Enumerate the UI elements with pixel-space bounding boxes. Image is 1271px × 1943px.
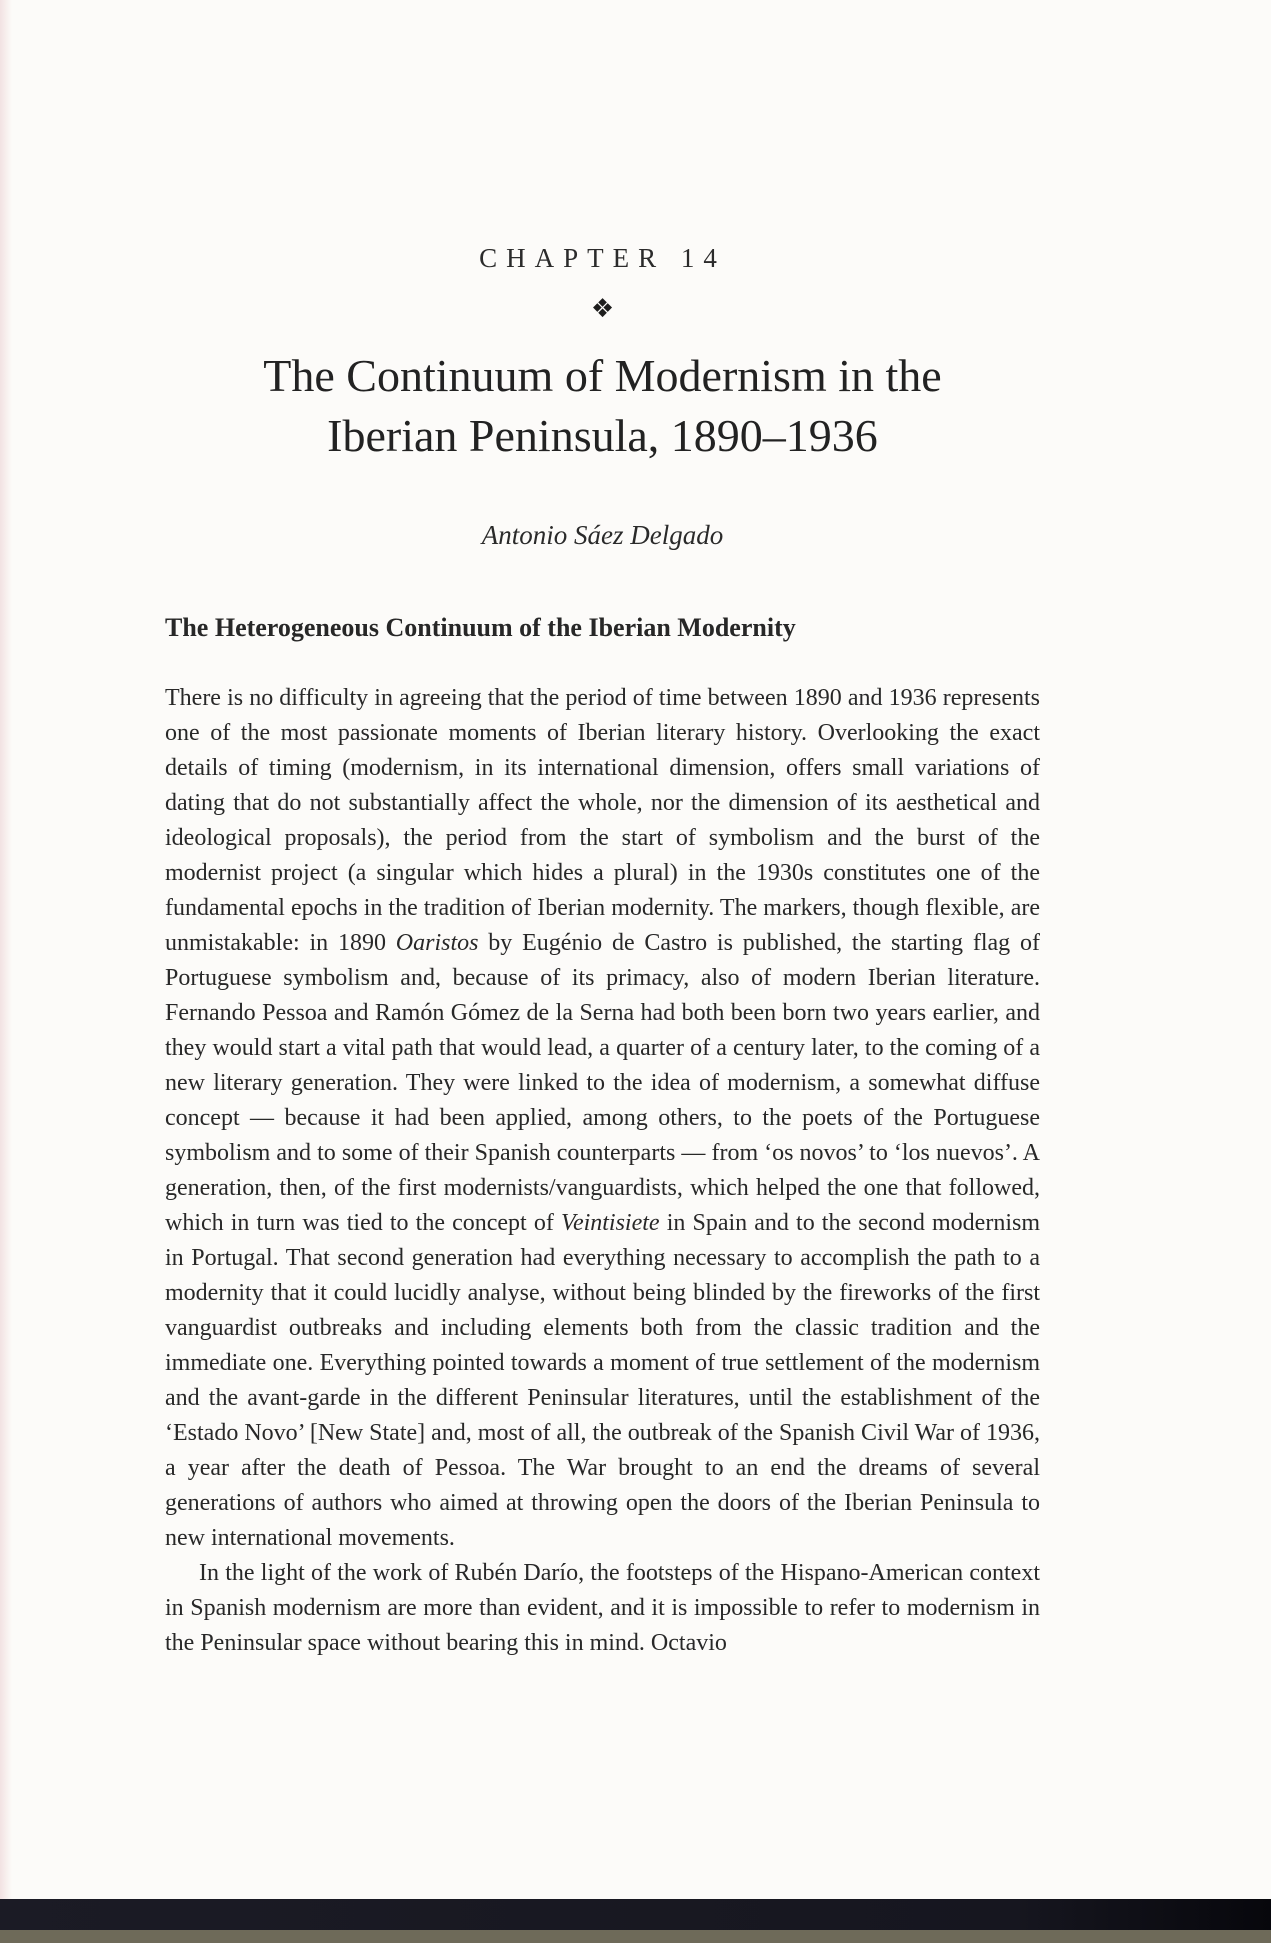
book-page [165,0,1040,1661]
scanner-background-strip [0,1930,1271,1943]
chapter-label: CHAPTER 14 [479,243,726,273]
paragraph: There is no difficulty in agreeing that the period of time between 1890 and 1936 represents one of the most passionate moments of Iberian literary history. Overlooking the exact details of timing (modernism, in its international dimension, offers small variations of dating that do not substantially affect the whole, nor the dimension of its aesthetical and ideological proposals), the period from the start of symbolism and the burst of the modernist project (a singular which hides a plural) in the 1930s constitutes one of the fundamental epochs in the tradition of Iberian modernity. The markers, though flexible, are unmistakable: in 1890 Oaristos by Eugénio de Castro is published, the starting flag of Portuguese symbolism and, because of its primacy, also of modern Iberian literature. Fernando Pessoa and Ramón Gómez de la Serna had both been born two years earlier, and they would start a vital path that would lead, a quarter of a century later, to the coming of a new literary generation. They were linked to the idea of modernism, a somewhat diffuse concept — because it had been applied, among others, to the poets of the Portuguese symbolism and to some of their Spanish counterparts — from ‘os novos’ to ‘los nuevos’. A generation, then, of the first modernists/vanguardists, which helped the one that followed, which in turn was tied to the concept of Veintisiete in Spain and to the second modernism in Portugal. That second generation had everything necessary to accomplish the path to a modernity that it could lucidly analyse, without being blinded by the fireworks of the first vanguardist outbreaks and including elements both from the classic tradition and the immediate one. Everything pointed towards a moment of true settlement of the modernism and the avant-garde in the different Peninsular literatures, until the establishment of the ‘Estado Novo’ [New State] and, most of all, the outbreak of the Spanish Civil War of 1936, a year after the death of Pessoa. The War brought to an end the dreams of several generations of authors who aimed at throwing open the doors of the Iberian Peninsula to new international movements. [165,685,1041,1551]
body-text [165,681,1040,1661]
book-edge-shadow [0,1899,1271,1930]
author-byline: Antonio Sáez Delgado [481,520,724,550]
page-title-line-2: Iberian Peninsula, 1890–1936 [327,410,878,461]
section-heading: The Heterogeneous Continuum of the Iberian Modernity [165,613,796,642]
diamond-ornament-icon: ❖ [590,294,615,324]
paragraph: In the light of the work of Rubén Darío, the footsteps of the Hispano-American context in Spanish modernism are more than evident, and it is impossible to refer to modernism in the Peninsular space without bearing this in mind. Octavio [165,1560,1040,1656]
scan-left-edge-tint [0,0,12,1943]
page-title-line-1: The Continuum of Modernism in the [263,350,942,401]
page-title [165,346,1040,466]
